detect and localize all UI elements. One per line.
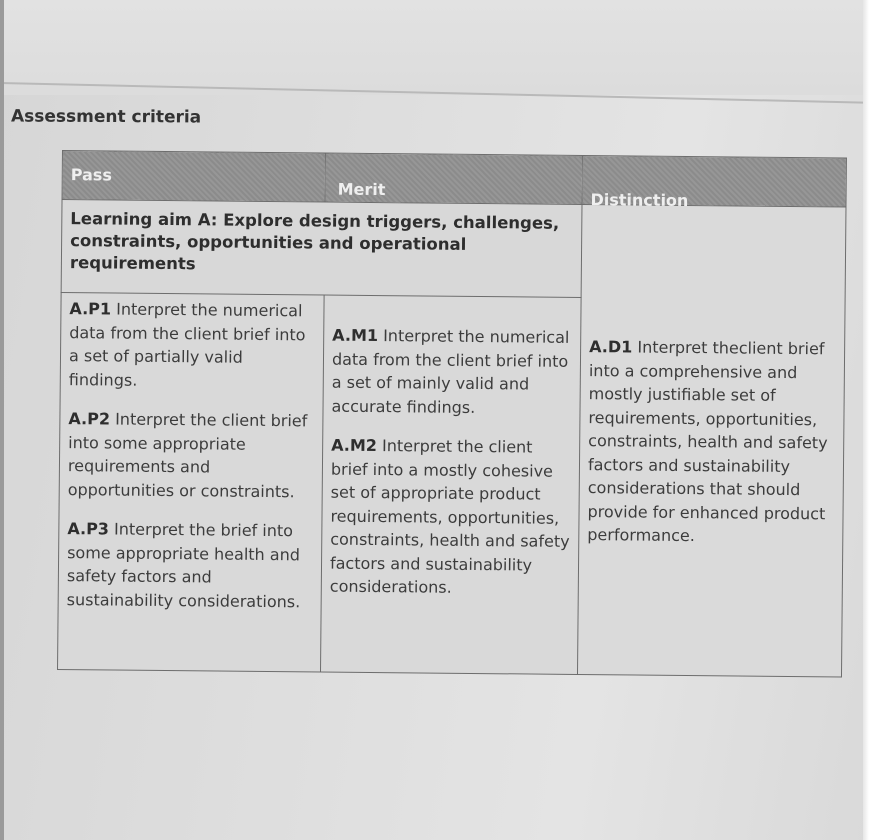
table-header-row	[62, 151, 846, 208]
criterion-A-P3	[59, 501, 322, 614]
merit-cell	[321, 295, 582, 674]
header-merit-label: Merit	[337, 179, 386, 200]
photo-right-edge	[863, 0, 869, 840]
criterion-A-P2	[60, 391, 323, 504]
criterion-text: Interpret the client brief into a mostly cohesive set of appropriate product requirements, opportunities, constraints, health and safety factors and sustainability considerations.	[329, 436, 570, 597]
header-merit	[325, 153, 582, 204]
distinction-cell	[577, 204, 845, 677]
criterion-A-M2	[322, 418, 580, 601]
criterion-text: Interpret theclient brief into a comprehensive and mostly justifiable set of requirements, opportunities, constraints, health and safety factors and sustainability considerations that should provide for enhanced product performance.	[587, 337, 828, 546]
header-distinction	[582, 155, 846, 211]
header-pass-label: Pass	[70, 165, 112, 185]
criterion-code: A.D1	[589, 337, 633, 357]
criterion-A-M1	[323, 296, 580, 420]
criterion-code: A.M2	[331, 435, 378, 456]
assessment-criteria-table	[57, 150, 846, 678]
criterion-text: Interpret the numerical data from the client brief into a set of mainly valid and accurate findings.	[331, 326, 570, 417]
photo-left-edge	[0, 0, 4, 840]
learning-aim-row	[61, 200, 846, 301]
criterion-text: Interpret the client brief into some appropriate requirements and opportunities or constraints.	[67, 409, 308, 501]
criterion-code: A.M1	[332, 325, 379, 346]
criterion-A-P1	[61, 293, 324, 394]
criterion-code: A.P2	[68, 409, 111, 429]
criterion-text: Interpret the brief into some appropriate health and safety factors and sustainability considerations.	[66, 519, 301, 611]
criterion-text: Interpret the numerical data from the client brief into a set of partially valid findings.	[68, 299, 306, 390]
page-top-area	[0, 0, 869, 95]
criterion-A-D1	[579, 205, 845, 549]
criterion-code: A.P3	[67, 519, 110, 539]
header-pass	[62, 151, 325, 203]
header-distinction-label: Distinction	[590, 190, 689, 211]
criteria-table	[57, 150, 847, 678]
learning-aim-cell	[61, 200, 582, 298]
learning-aim-text: Learning aim A: Explore design triggers, challenges, constraints, opportunities and operational requirements	[69, 209, 560, 274]
pass-cell	[58, 292, 325, 672]
criterion-code: A.P1	[69, 299, 112, 319]
section-title: Assessment criteria	[10, 106, 202, 128]
